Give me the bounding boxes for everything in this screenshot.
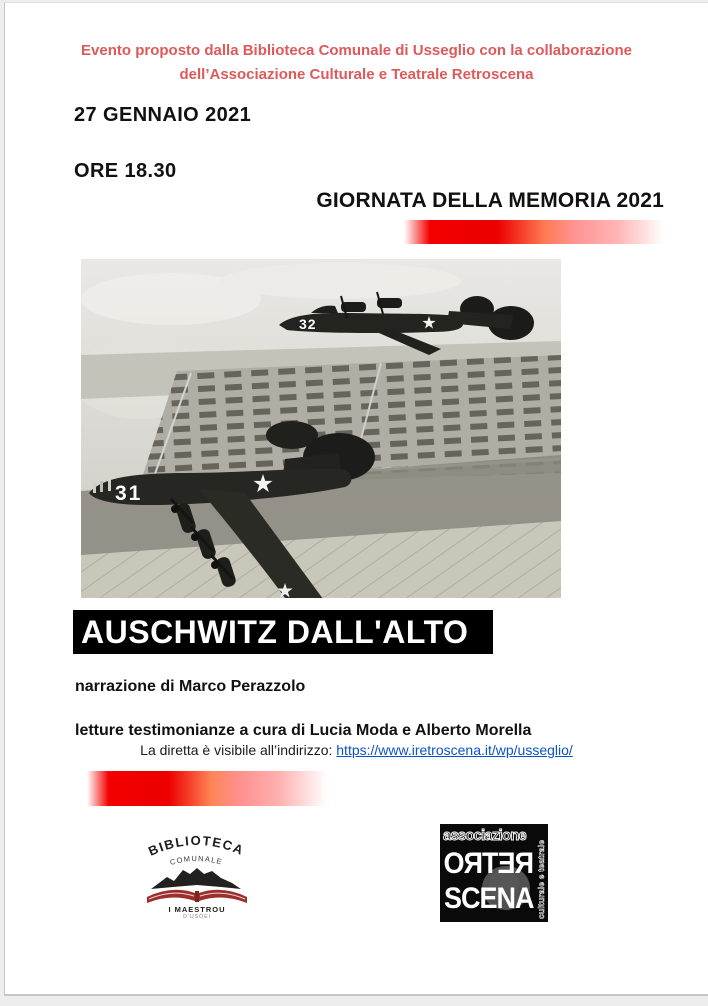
library-logo-name: I MAESTROU — [168, 905, 226, 914]
retroscena-logo — [440, 824, 548, 922]
event-title: AUSCHWITZ DALL'ALTO — [81, 614, 469, 650]
library-logo-subtitle: COMUNALE — [168, 853, 224, 867]
retroscena-word-retro-mirrored: RETRO — [444, 846, 534, 881]
memorial-day-title: GIORNATA DELLA MEMORIA 2021 — [316, 189, 664, 212]
library-logo-arc-text: BIBLIOTECA — [146, 832, 247, 859]
retroscena-word-scena: SCENA — [444, 882, 534, 915]
stream-info-label: La diretta è visibile all’indirizzo: — [140, 742, 337, 758]
plane-number-top: 32 — [299, 316, 317, 332]
red-gradient-bar-bottom — [87, 771, 327, 806]
event-date: 27 GENNAIO 2021 — [74, 104, 252, 126]
retroscena-side-text: culturale e teatrale — [536, 839, 546, 919]
photo-illustration — [81, 259, 561, 598]
plane-number-bottom: 31 — [115, 482, 143, 505]
open-book-icon — [147, 890, 247, 903]
stream-info — [5, 742, 708, 758]
mountain-icon — [151, 868, 241, 889]
stream-link[interactable]: https://www.iretroscena.it/wp/usseglio/ — [336, 742, 573, 758]
retroscena-top-text: associazione — [443, 828, 527, 844]
organizer-note-line2: dell’Associazione Culturale e Teatrale Retroscena — [179, 66, 534, 83]
organizer-note — [5, 39, 708, 87]
library-logo-place: D'USÖEI — [183, 914, 211, 919]
organizer-note-line1: Evento proposto dalla Biblioteca Comunale di Usseglio con la collaborazione — [81, 42, 632, 59]
event-time: ORE 18.30 — [74, 160, 177, 182]
poster-page — [4, 2, 708, 996]
readings-credit: letture testimonianze a cura di Lucia Moda e Alberto Morella — [75, 722, 532, 739]
event-title-banner — [73, 610, 493, 654]
aerial-bombers-photo — [81, 259, 561, 598]
narration-credit: narrazione di Marco Perazzolo — [75, 678, 306, 695]
library-logo — [135, 827, 259, 919]
library-logo-art — [135, 827, 259, 919]
red-gradient-bar-top — [404, 220, 664, 244]
retroscena-logo-art — [440, 824, 548, 922]
